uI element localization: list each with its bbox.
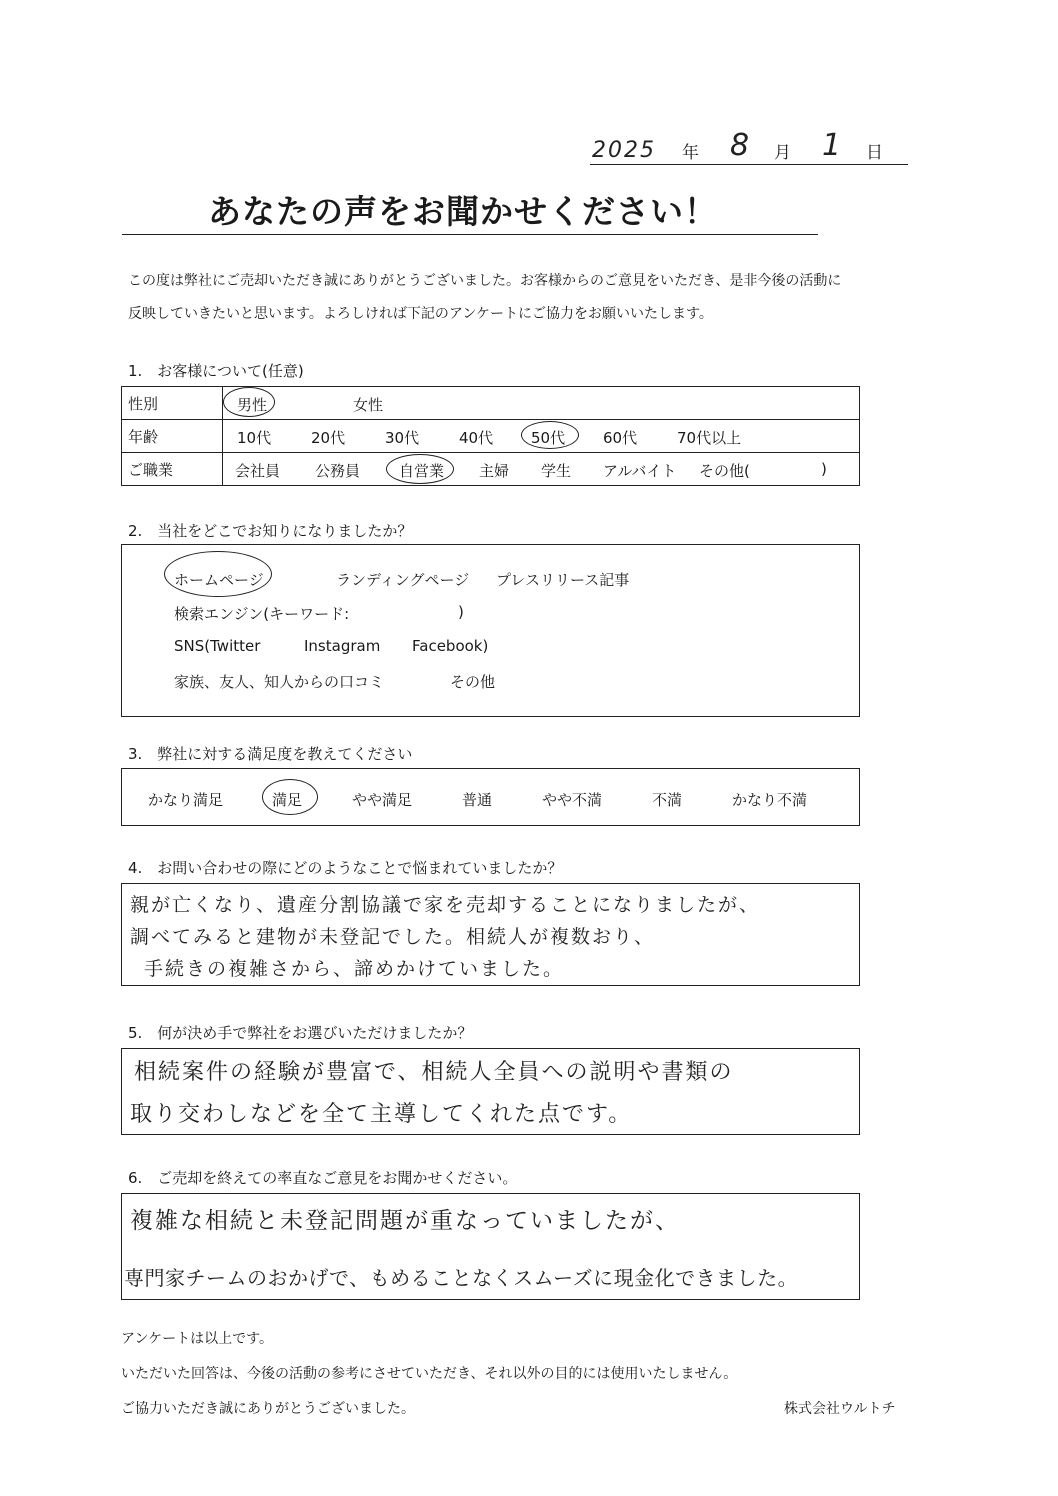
intro-line-1: この度は弊社にご売却いただき誠にありがとうございました。お客様からのご意見をいただき、是非今後の活動に [128, 273, 842, 289]
selected-circle-male [223, 387, 275, 417]
q4-answer-line-2: 調べてみると建物が未登記でした。相続人が複数おり、 [130, 926, 656, 948]
q4-title: 4. お問い合わせの際にどのようなことで悩まれていましたか？ [128, 859, 563, 877]
option-age-70[interactable]: 70代以上 [677, 429, 742, 447]
option-job-housewife[interactable]: 主婦 [479, 462, 510, 480]
selected-circle-satisfaction [262, 779, 318, 815]
q6-answer-box [121, 1193, 860, 1300]
selected-circle-source [164, 551, 272, 597]
option-very-dissatisfied[interactable]: かなり不満 [732, 791, 808, 809]
date-month: 8 [730, 128, 752, 163]
option-age-60[interactable]: 60代 [603, 429, 638, 447]
q1-title: 1. お客様について(任意) [128, 362, 304, 380]
option-age-50[interactable]: 50代 [531, 429, 566, 447]
option-job-self[interactable]: 自営業 [399, 462, 445, 480]
option-source-other[interactable]: その他 [450, 673, 496, 691]
option-satisfied[interactable]: 満足 [272, 791, 303, 809]
page-title [122, 182, 818, 235]
option-job-other-close: ) [821, 460, 827, 478]
option-age-10[interactable]: 10代 [237, 429, 272, 447]
option-job-civil[interactable]: 公務員 [315, 462, 361, 480]
q6-title: 6. ご売却を終えての率直なご意見をお聞かせください。 [128, 1169, 518, 1187]
page-title-text: あなたの声をお聞かせください！ [208, 192, 718, 231]
q6-answer-line-1: 複雑な相続と未登記問題が重なっていましたが、 [130, 1208, 680, 1234]
q5-answer-line-1: 相続案件の経験が豊富で、相続人全員への説明や書類の [134, 1060, 734, 1085]
option-job-other[interactable]: その他( [699, 462, 750, 480]
q1-age-label: 年齢 [122, 420, 223, 453]
option-dissatisfied[interactable]: 不満 [652, 791, 683, 809]
option-landing-page[interactable]: ランディングページ [336, 571, 470, 589]
q4-answer-box [121, 883, 860, 986]
option-male[interactable]: 男性 [237, 396, 268, 414]
q3-box [121, 768, 860, 826]
option-age-40[interactable]: 40代 [459, 429, 494, 447]
selected-circle-job [386, 454, 454, 484]
q5-answer-line-2: 取り交わしなどを全て主導してくれた点です。 [130, 1102, 633, 1127]
date-day-label: 日 [866, 143, 883, 163]
option-search-engine[interactable]: 検索エンジン(キーワード: [174, 605, 350, 623]
option-job-parttime[interactable]: アルバイト [603, 462, 677, 480]
option-job-employee[interactable]: 会社員 [235, 462, 281, 480]
option-somewhat-satisfied[interactable]: やや満足 [352, 791, 413, 809]
q1-gender-label: 性別 [122, 387, 223, 420]
q1-job-label: ご職業 [122, 453, 223, 486]
option-press-release[interactable]: プレスリリース記事 [496, 571, 630, 589]
option-age-20[interactable]: 20代 [311, 429, 346, 447]
q4-answer-line-1: 親が亡くなり、遺産分割協議で家を売却することになりましたが、 [130, 894, 761, 916]
q1-row-job [122, 453, 860, 486]
option-female[interactable]: 女性 [353, 396, 384, 414]
q1-row-gender [122, 387, 860, 420]
footer-company: 株式会社ウルトチ [784, 1401, 896, 1417]
option-homepage[interactable]: ホームページ [174, 571, 264, 589]
intro-line-2: 反映していきたいと思います。よろしければ下記のアンケートにご協力をお願いいたします。 [128, 306, 713, 322]
selected-circle-age [521, 421, 579, 449]
option-sns-twitter[interactable]: SNS(Twitter [174, 637, 261, 655]
option-very-satisfied[interactable]: かなり満足 [148, 791, 224, 809]
option-somewhat-dissatisfied[interactable]: やや不満 [542, 791, 603, 809]
option-neutral[interactable]: 普通 [462, 791, 493, 809]
option-age-30[interactable]: 30代 [385, 429, 420, 447]
date-year: 2025 [592, 138, 656, 163]
option-job-student[interactable]: 学生 [541, 462, 572, 480]
option-word-of-mouth[interactable]: 家族、友人、知人からの口コミ [174, 673, 385, 691]
date-month-label: 月 [774, 143, 791, 163]
q3-title: 3. 弊社に対する満足度を教えてください [128, 745, 413, 763]
q6-answer-line-2: 専門家チームのおかげで、もめることなくスムーズに現金化できました。 [124, 1266, 799, 1290]
date-year-label: 年 [682, 143, 699, 163]
q5-answer-box [121, 1048, 860, 1135]
option-sns-instagram[interactable]: Instagram [304, 637, 381, 655]
option-sns-facebook[interactable]: Facebook) [412, 637, 489, 655]
option-search-close: ) [458, 603, 464, 621]
date-line [590, 128, 908, 165]
q1-table [121, 386, 860, 486]
q1-row-age [122, 420, 860, 453]
q2-title: 2. 当社をどこでお知りになりましたか？ [128, 522, 413, 540]
q5-title: 5. 何が決め手で弊社をお選びいただけましたか？ [128, 1024, 473, 1042]
footer-line-3: ご協力いただき誠にありがとうございました。 [121, 1401, 415, 1417]
q2-box [121, 544, 860, 717]
footer-line-2: いただいた回答は、今後の活動の参考にさせていただき、それ以外の目的には使用いたしません。 [121, 1366, 738, 1382]
date-day: 1 [822, 128, 844, 163]
q4-answer-line-3: 手続きの複雑さから、諦めかけていました。 [144, 958, 565, 980]
footer-line-1: アンケートは以上です。 [121, 1331, 274, 1347]
